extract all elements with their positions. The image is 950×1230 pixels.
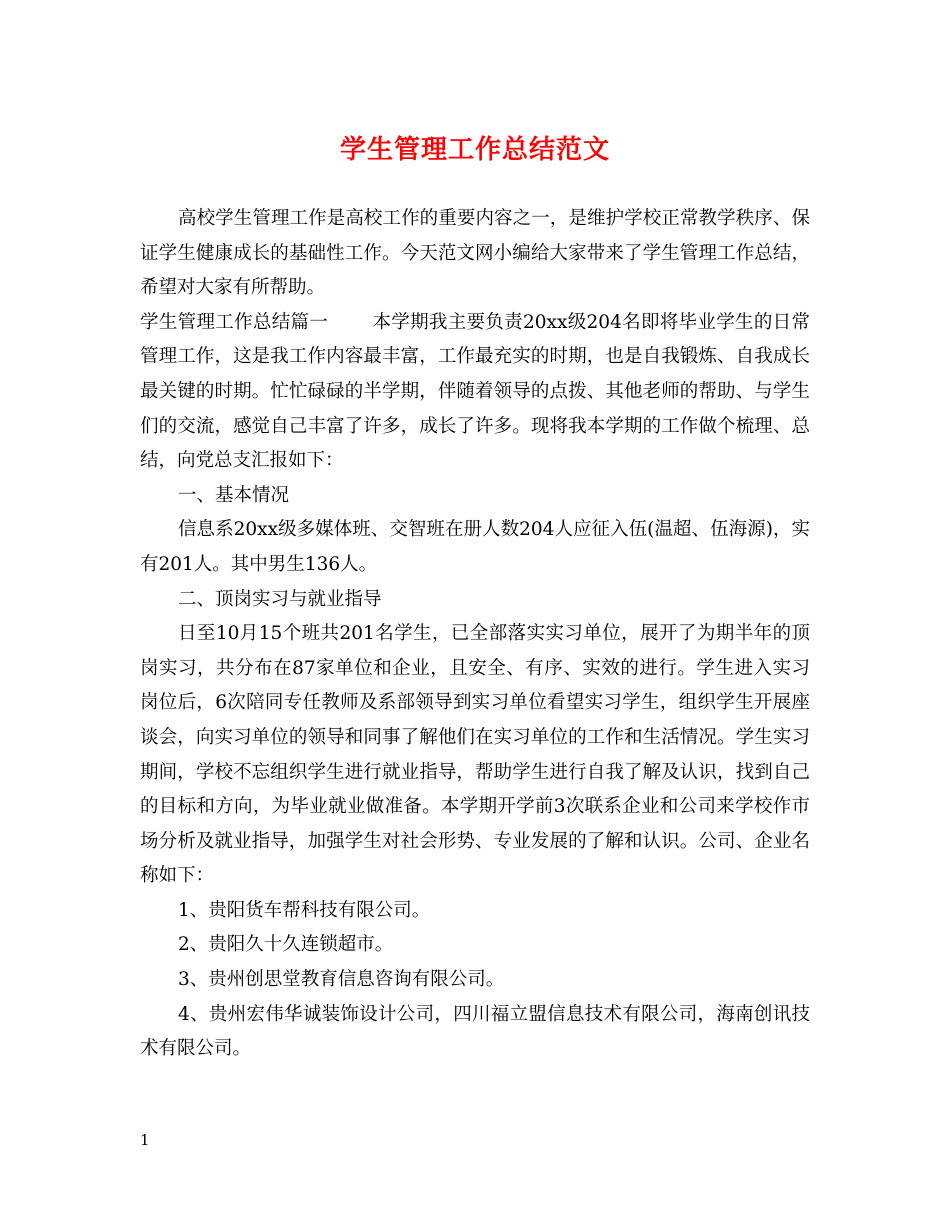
heading-basic-situation: 一、基本情况 [178,484,290,506]
document-title: 学生管理工作总结范文 [339,135,610,165]
section-text: 本学期我主要负责20xx级204名即将毕业学生的日常管理工作，这是我工作内容最丰富，工作最充实的时期，也是自我锻炼、自我成长最关键的时期。忙忙碌碌的半学期，伴随着领导的点拨、其他老师的帮助、与学生们的交流，感觉自己丰富了许多，成长了许多。现将我本学期的工作做个梳理、总结，向党总支汇报如下： [140,311,810,472]
list-item: 3、贵州创思堂教育信息咨询有限公司。 [178,969,505,991]
paragraph-basic-situation: 信息系20xx级多媒体班、交智班在册人数204人应征入伍(温超、伍海源)，实有201人。其中男生136人。 [140,519,810,575]
list-item: 2、贵阳久十久连锁超市。 [178,934,394,956]
section-heading: 学生管理工作总结篇一 [140,311,329,333]
document-body [140,202,810,1067]
list-item: 4、贵州宏伟华诚装饰设计公司，四川福立盟信息技术有限公司，海南创讯技术有限公司。 [140,1003,810,1060]
heading-internship: 二、顶岗实习与就业指导 [178,588,382,610]
paragraph-internship: 日至10月15个班共201名学生，已全部落实实习单位，展开了为期半年的顶岗实习，共分布在87家单位和企业，且安全、有序、实效的进行。学生进入实习岗位后，6次陪同专任教师及系部领导到实习单位看望实习学生，组织学生开展座谈会，向实习单位的领导和同事了解他们在实习单位的工作和生活情况。学生实习期间，学校不忘组织学生进行就业指导，帮助学生进行自我了解及认识，找到自己的目标和方向，为毕业就业做准备。本学期开学前3次联系企业和公司来学校作市场分析及就业指导，加强学生对社会形势、专业发展的了解和认识。公司、企业名称如下： [140,623,810,887]
page-number: 1 [140,1131,150,1149]
intro-paragraph: 高校学生管理工作是高校工作的重要内容之一，是维护学校正常教学秩序、保证学生健康成长的基础性工作。今天范文网小编给大家带来了学生管理工作总结，希望对大家有所帮助。 [140,208,810,299]
section-paragraph [140,306,810,479]
list-item: 1、贵阳货车帮科技有限公司。 [178,899,431,921]
